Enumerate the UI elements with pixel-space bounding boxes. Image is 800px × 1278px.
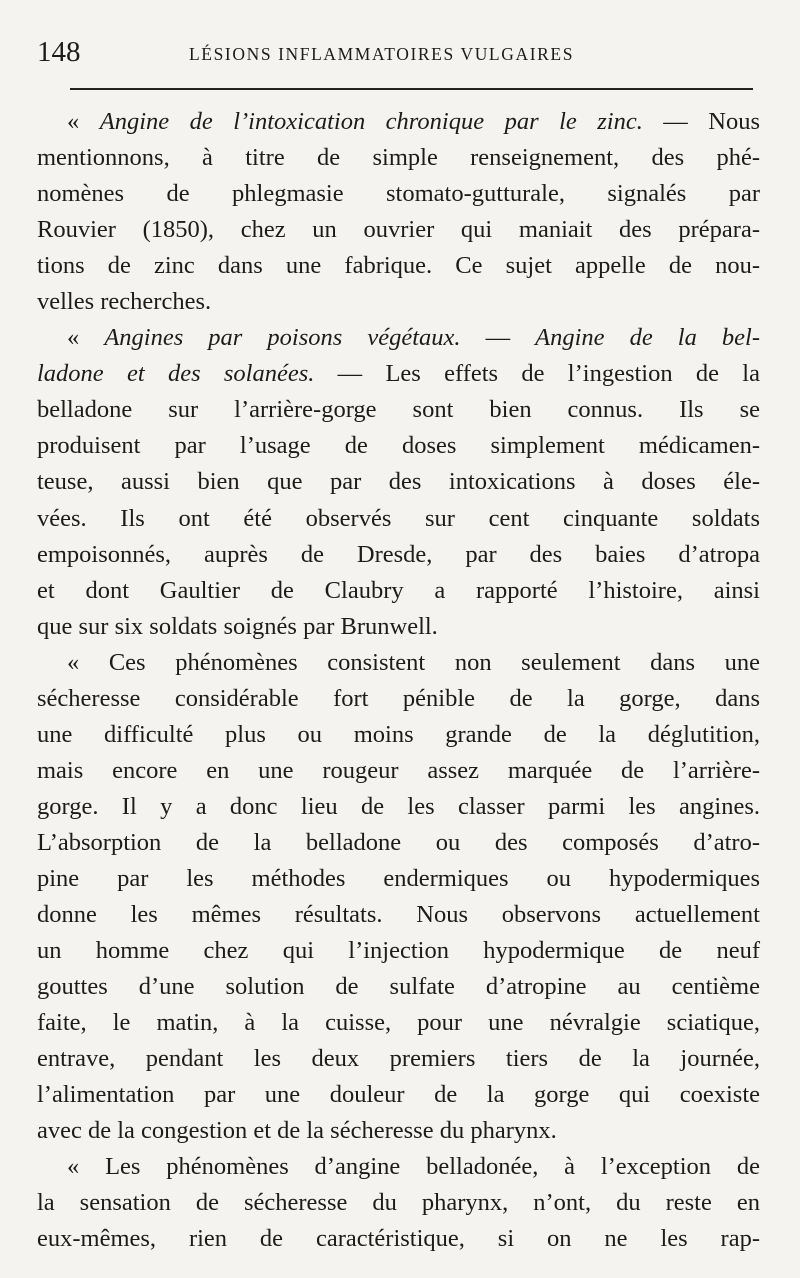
- text-segment: la sensation de sécheresse du pharynx, n’ont, du reste en: [37, 1189, 760, 1217]
- text-line: [37, 248, 760, 284]
- text-segment: et dont Gaultier de Claubry a rapporté l’histoire, ainsi: [37, 576, 760, 604]
- italic-text: Angine de la bel-: [535, 324, 760, 352]
- text-segment: «: [67, 324, 105, 352]
- text-line: [37, 1077, 760, 1113]
- page-header: [37, 34, 757, 70]
- text-line: [37, 1005, 760, 1041]
- text-line: [37, 104, 760, 140]
- text-line: [37, 320, 760, 356]
- text-segment: mais encore en une rougeur assez marquée de l’arrière-: [37, 756, 760, 784]
- text-line: [37, 176, 760, 212]
- text-line: [37, 969, 760, 1005]
- text-line: [37, 537, 760, 573]
- text-segment: faite, le matin, à la cuisse, pour une névralgie sciatique,: [37, 1009, 760, 1037]
- text-line: [37, 212, 760, 248]
- text-segment: teuse, aussi bien que par des intoxications à doses éle-: [37, 468, 760, 496]
- text-line: [37, 464, 760, 500]
- text-segment: une difficulté plus ou moins grande de la déglutition,: [37, 720, 760, 748]
- text-line: [37, 428, 760, 464]
- text-segment: produisent par l’usage de doses simplement médicamen-: [37, 432, 760, 460]
- text-segment: L’absorption de la belladone ou des composés d’atro-: [37, 828, 760, 856]
- text-segment: —: [460, 324, 536, 352]
- text-segment: mentionnons, à titre de simple renseignement, des phé-: [37, 144, 760, 172]
- text-segment: « Les phénomènes d’angine belladonée, à l’exception de: [67, 1153, 760, 1181]
- text-segment: vées. Ils ont été observés sur cent cinquante soldats: [37, 504, 760, 532]
- text-line: [37, 897, 760, 933]
- text-line: [37, 573, 760, 609]
- text-segment: que sur six soldats soignés par Brunwell.: [37, 612, 438, 640]
- text-line: [37, 140, 760, 176]
- text-line: [37, 284, 760, 320]
- text-segment: nomènes de phlegmasie stomato-gutturale, signalés par: [37, 180, 760, 208]
- text-segment: « Ces phénomènes consistent non seulement dans une: [67, 648, 760, 676]
- text-segment: pine par les méthodes endermiques ou hypodermiques: [37, 864, 760, 892]
- text-line: [37, 1221, 760, 1257]
- body-text: [37, 104, 760, 1258]
- text-line: [37, 825, 760, 861]
- text-segment: gorge. Il y a donc lieu de les classer parmi les angines.: [37, 792, 760, 820]
- text-segment: donne les mêmes résultats. Nous observons actuellement: [37, 901, 760, 929]
- text-segment: sécheresse considérable fort pénible de la gorge, dans: [37, 684, 760, 712]
- text-segment: eux-mêmes, rien de caractéristique, si on ne les rap-: [37, 1225, 760, 1253]
- text-segment: — Nous: [642, 108, 761, 135]
- text-line: [37, 609, 760, 645]
- italic-text: Angine de l’intoxication chronique par le zinc.: [99, 108, 643, 135]
- text-line: [37, 392, 760, 428]
- text-line: [37, 1149, 760, 1185]
- running-title: LÉSIONS INFLAMMATOIRES VULGAIRES: [189, 44, 575, 64]
- text-segment: un homme chez qui l’injection hypodermique de neuf: [37, 937, 760, 965]
- text-line: [37, 681, 760, 717]
- text-segment: gouttes d’une solution de sulfate d’atropine au centième: [37, 973, 760, 1001]
- text-segment: empoisonnés, auprès de Dresde, par des baies d’atropa: [37, 540, 760, 568]
- text-segment: l’alimentation par une douleur de la gorge qui coexiste: [37, 1081, 760, 1109]
- text-segment: «: [67, 108, 100, 135]
- text-line: [37, 501, 760, 537]
- text-line: [37, 1113, 760, 1149]
- text-line: [37, 933, 760, 969]
- text-segment: Rouvier (1850), chez un ouvrier qui maniait des prépara-: [37, 216, 760, 244]
- text-line: [37, 717, 760, 753]
- header-rule: [70, 88, 753, 90]
- text-segment: belladone sur l’arrière-gorge sont bien connus. Ils se: [37, 396, 760, 424]
- text-segment: tions de zinc dans une fabrique. Ce sujet appelle de nou-: [37, 252, 760, 280]
- italic-text: ladone et des solanées.: [37, 360, 315, 388]
- text-line: [37, 645, 760, 681]
- text-line: [37, 356, 760, 392]
- text-segment: entrave, pendant les deux premiers tiers de la journée,: [37, 1045, 760, 1073]
- text-line: [37, 1185, 760, 1221]
- text-segment: velles recherches.: [37, 288, 212, 316]
- page-number: 148: [37, 36, 81, 68]
- text-line: [37, 1041, 760, 1077]
- text-line: [37, 753, 760, 789]
- text-segment: avec de la congestion et de la sécheresse du pharynx.: [37, 1117, 557, 1145]
- text-line: [37, 861, 760, 897]
- text-segment: — Les effets de l’ingestion de la: [314, 360, 760, 388]
- italic-text: Angines par poisons végétaux.: [104, 324, 461, 352]
- text-line: [37, 789, 760, 825]
